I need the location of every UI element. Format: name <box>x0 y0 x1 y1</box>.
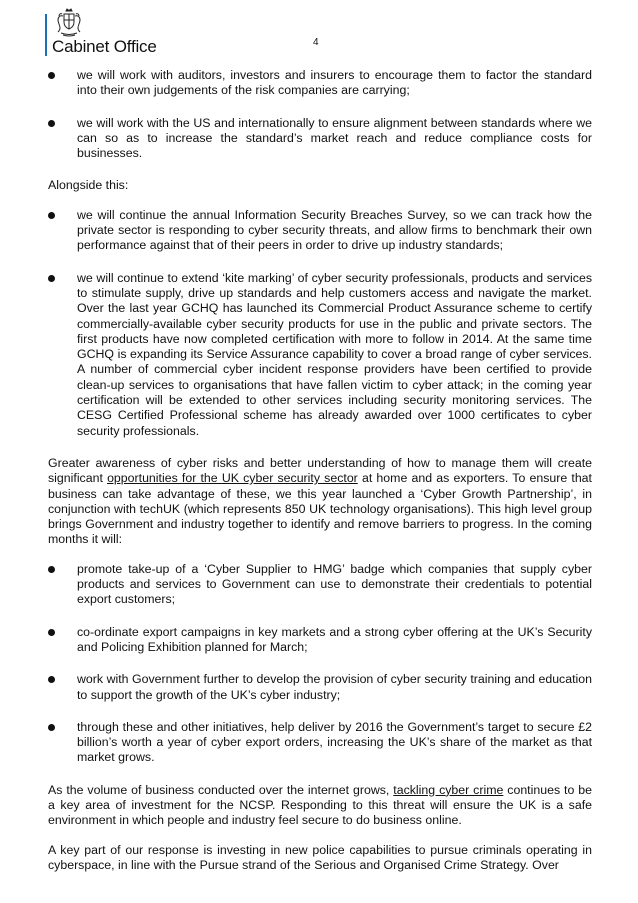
page-number: 4 <box>313 37 319 48</box>
bullet-icon <box>48 212 55 219</box>
intro-bullet-list <box>48 68 592 161</box>
list-item-text: we will work with the US and internationally to ensure alignment between standards where we can so as to increase the standard’s market reach and reduce compliance costs for businesses. <box>77 115 592 161</box>
list-item-text: we will continue the annual Information Security Breaches Survey, so we can track how the private sector is responding to cyber security threats, and allow firms to benchmark their own performance against that of their peers in order to drive up industry standards; <box>77 207 592 253</box>
page-header <box>0 0 638 62</box>
list-item <box>48 208 592 254</box>
opportunities-link[interactable]: opportunities for the UK cyber security sector <box>107 471 358 486</box>
bullet-icon <box>48 676 55 683</box>
list-item-text: we will continue to extend ‘kite marking’ of cyber security professionals, products and services to stimulate supply, drive up standards and help customers access and navigate the market. Over the last year GCHQ has launched its Commercial Product Assurance scheme to certify commercially-available cyber security products for use in the public and private sectors. The first products have now completed certification with more to follow in 2014. At the same time GCHQ is expanding its Service Assurance capability to cover a broad range of cyber services. A number of commercial cyber incident response providers have been certified to provide clean-up services to organisations that have fallen victim to cyber attack; in the coming year certification will be extended to other services including security monitoring services. The CESG Certified Professional scheme has already awarded over 1000 certificates to cyber security professionals. <box>77 270 592 438</box>
list-item <box>48 720 592 766</box>
list-item <box>48 672 592 703</box>
organisation-name: Cabinet Office <box>52 37 157 56</box>
alongside-heading: Alongside this: <box>48 178 129 193</box>
list-item-text: we will work with auditors, investors and insurers to encourage them to factor the standard into their own judgements of the risk companies are carrying; <box>77 68 592 98</box>
royal-coat-of-arms-icon <box>53 8 85 38</box>
list-item <box>48 562 592 608</box>
list-item-text: co-ordinate export campaigns in key markets and a strong cyber offering at the UK’s Security and Policing Exhibition planned for March; <box>77 624 592 654</box>
police-capabilities-paragraph: A key part of our response is investing in new police capabilities to pursue criminals operating in cyberspace, in line with the Pursue strand of the Serious and Organised Crime Strategy. Over <box>48 842 592 872</box>
crime-text-end: continues to be a key area of investment for the NCSP. Responding to this threat will ensure the UK is a safe environment in which people and industry feel secure to do business online. <box>48 782 593 828</box>
bullet-icon <box>48 724 55 731</box>
alongside-bullet-list <box>48 208 592 439</box>
bullet-icon <box>48 275 55 282</box>
header-accent-bar <box>45 14 47 56</box>
awareness-text-start: Greater awareness of cyber risks and better understanding of how to manage them will create significant <box>48 455 592 486</box>
list-item <box>48 271 592 439</box>
bullet-icon <box>48 72 55 79</box>
crime-text-start: As the volume of business conducted over the internet grows, <box>48 782 394 797</box>
tackling-cyber-crime-link[interactable]: tackling cyber crime <box>393 782 504 797</box>
list-item-text: through these and other initiatives, help deliver by 2016 the Government’s target to secure £2 billion’s worth a year of cyber export orders, increasing the UK’s share of the market as that market grows. <box>77 719 592 765</box>
list-item <box>48 116 592 162</box>
bullet-icon <box>48 566 55 573</box>
cyber-crime-paragraph <box>48 783 592 829</box>
list-item-text: work with Government further to develop the provision of cyber security training and education to support the growth of the UK’s cyber industry; <box>77 672 592 702</box>
awareness-paragraph <box>48 456 592 548</box>
awareness-text-end: at home and as exporters. To ensure that business can take advantage of these, we this year launched a ‘Cyber Growth Partnership’, in conjunction with techUK (which represents 850 UK technology organisations). This high level group brings Government and industry together to identify and remove barriers to progress. In the coming months it will: <box>48 471 592 547</box>
partnership-bullet-list <box>48 562 592 766</box>
list-item-text: promote take-up of a ‘Cyber Supplier to HMG’ badge which companies that supply cyber products and services to Government can use to demonstrate their credentials to potential export customers; <box>77 561 592 607</box>
list-item <box>48 625 592 656</box>
list-item <box>48 68 592 99</box>
document-body <box>48 68 592 887</box>
bullet-icon <box>48 120 55 127</box>
bullet-icon <box>48 629 55 636</box>
